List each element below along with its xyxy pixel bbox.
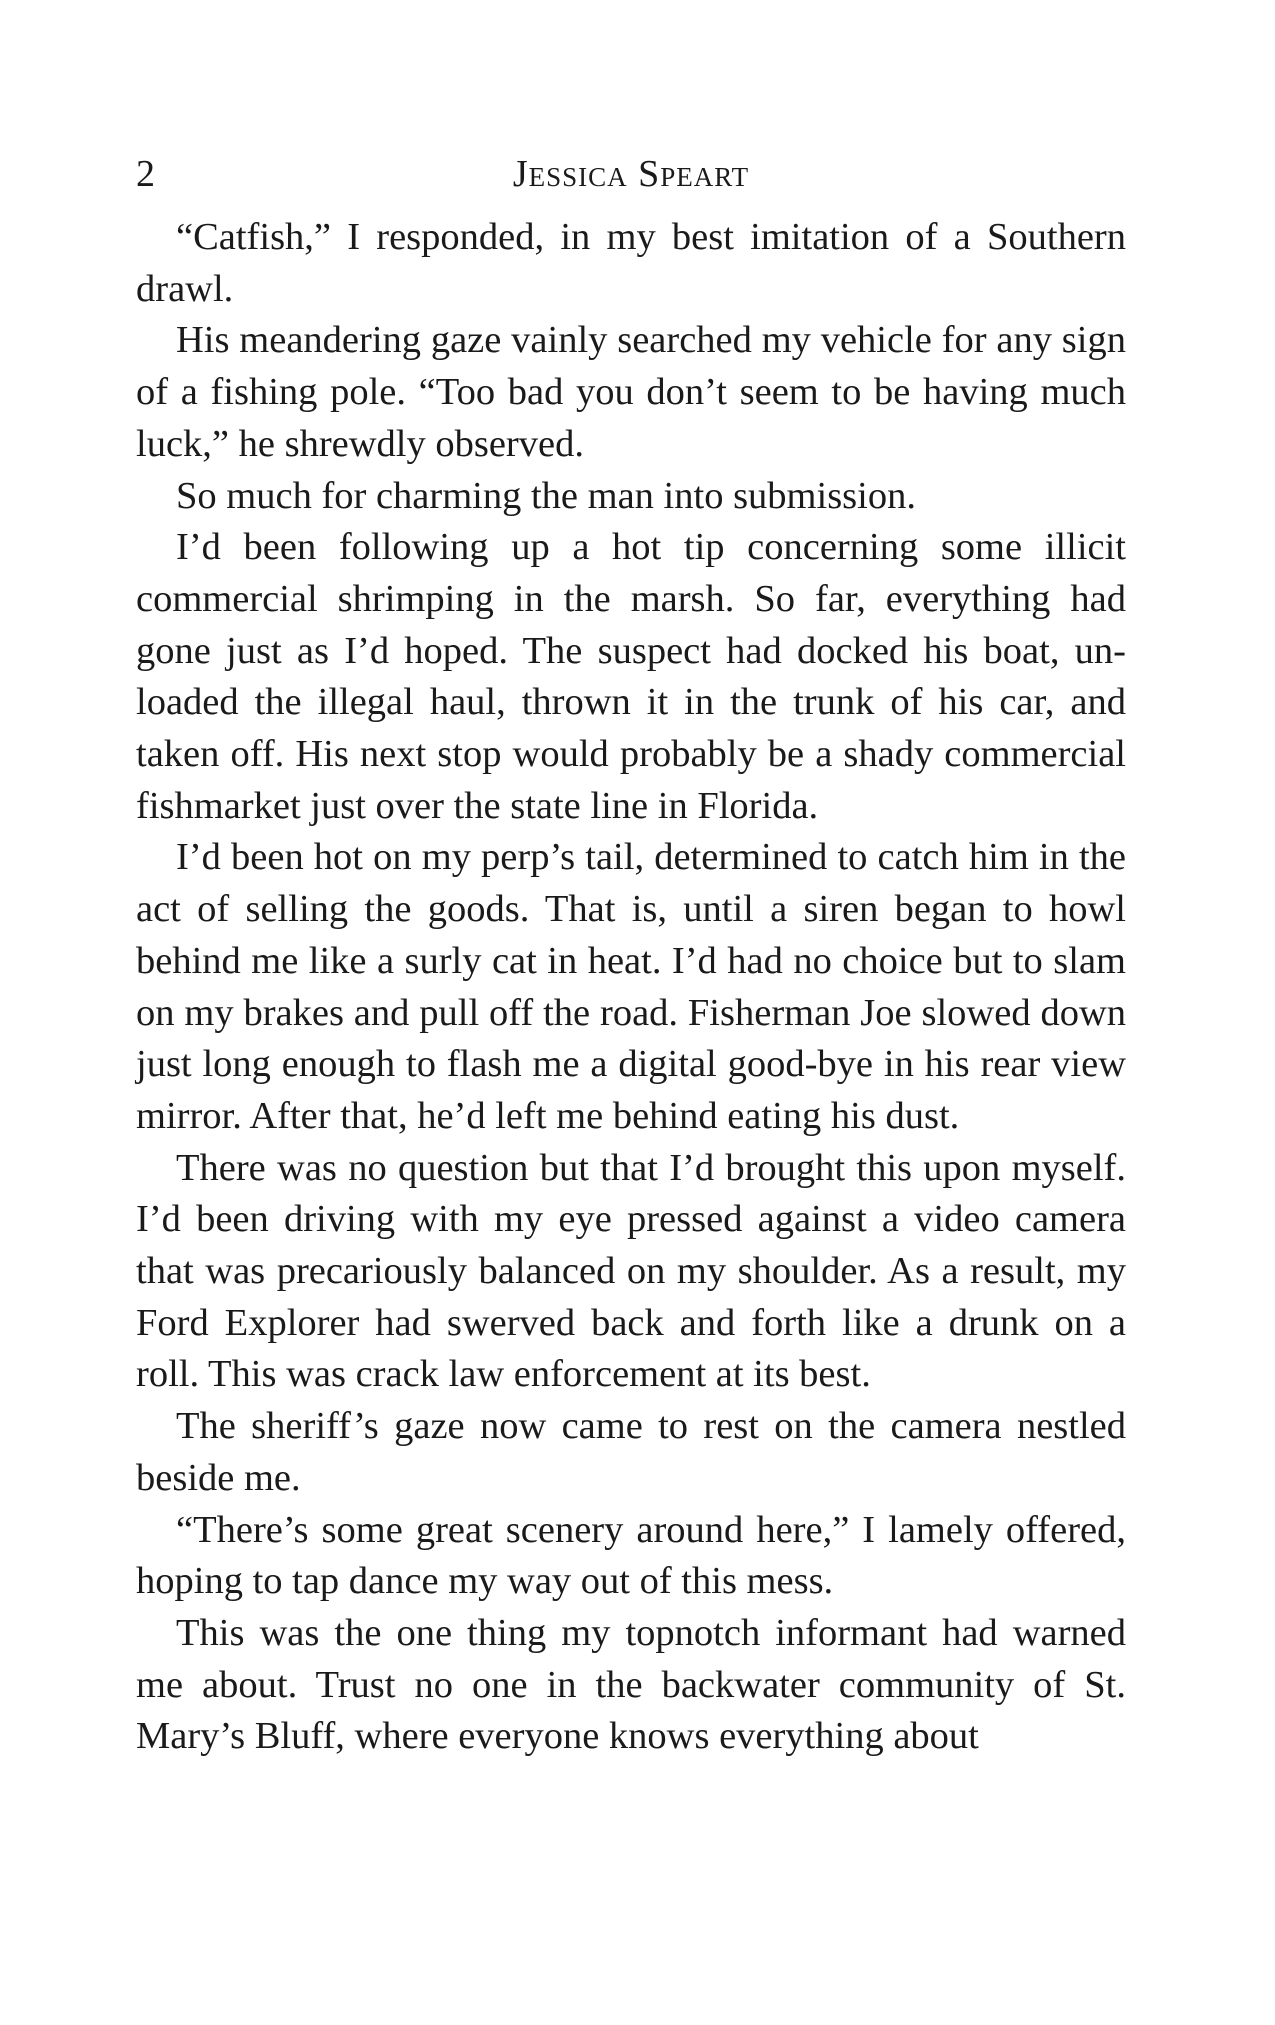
- body-text: [136, 212, 1126, 1763]
- paragraph: The sheriff’s gaze now came to rest on the camera nestled beside me.: [136, 1405, 1126, 1499]
- paragraph: “There’s some great scenery around here,” I lamely offered, hoping to tap dance my way out of this mess.: [136, 1508, 1126, 1603]
- paragraph: So much for charming the man into submission.: [176, 474, 916, 517]
- page-header: [136, 150, 1126, 198]
- paragraph: This was the one thing my topnotch informant had warned me about. Trust no one in the backwater community of St. Mary’s Bluff, where everyone knows everything about: [136, 1611, 1126, 1758]
- running-head: Jessica Speart: [512, 153, 750, 195]
- page-number: 2: [136, 153, 155, 195]
- paragraph: “Catfish,” I responded, in my best imitation of a Southern drawl.: [136, 216, 1126, 310]
- paragraph: There was no question but that I’d brought this upon myself. I’d been driving with my eye pressed against a video camera that was precariously balanced on my shoulder. As a result, my Ford Explorer had swerved back and forth like a drunk on a roll. This was crack law enforcement at its best.: [136, 1146, 1126, 1396]
- paragraph: I’d been following up a hot tip concerning some illicit commercial shrimping in the marsh. So far, everything had gone just as I’d hoped. The suspect had docked his boat, unloaded the illegal haul, thrown it in the trunk of his car, and taken off. His next stop would probably be a shady commercial fishmarket just over the state line in Florida.: [136, 526, 1126, 827]
- paragraph: I’d been hot on my perp’s tail, determined to catch him in the act of selling the goods. That is, until a siren began to howl behind me like a surly cat in heat. I’d had no choice but to slam on my brakes and pull off the road. Fisherman Joe slowed down just long enough to flash me a digital good-bye in his rear view mirror. After that, he’d left me behind eating his dust.: [136, 836, 1126, 1137]
- paragraph: His meandering gaze vainly searched my vehicle for any sign of a fishing pole. “Too bad you don’t seem to be having much luck,” he shrewdly observed.: [136, 319, 1126, 465]
